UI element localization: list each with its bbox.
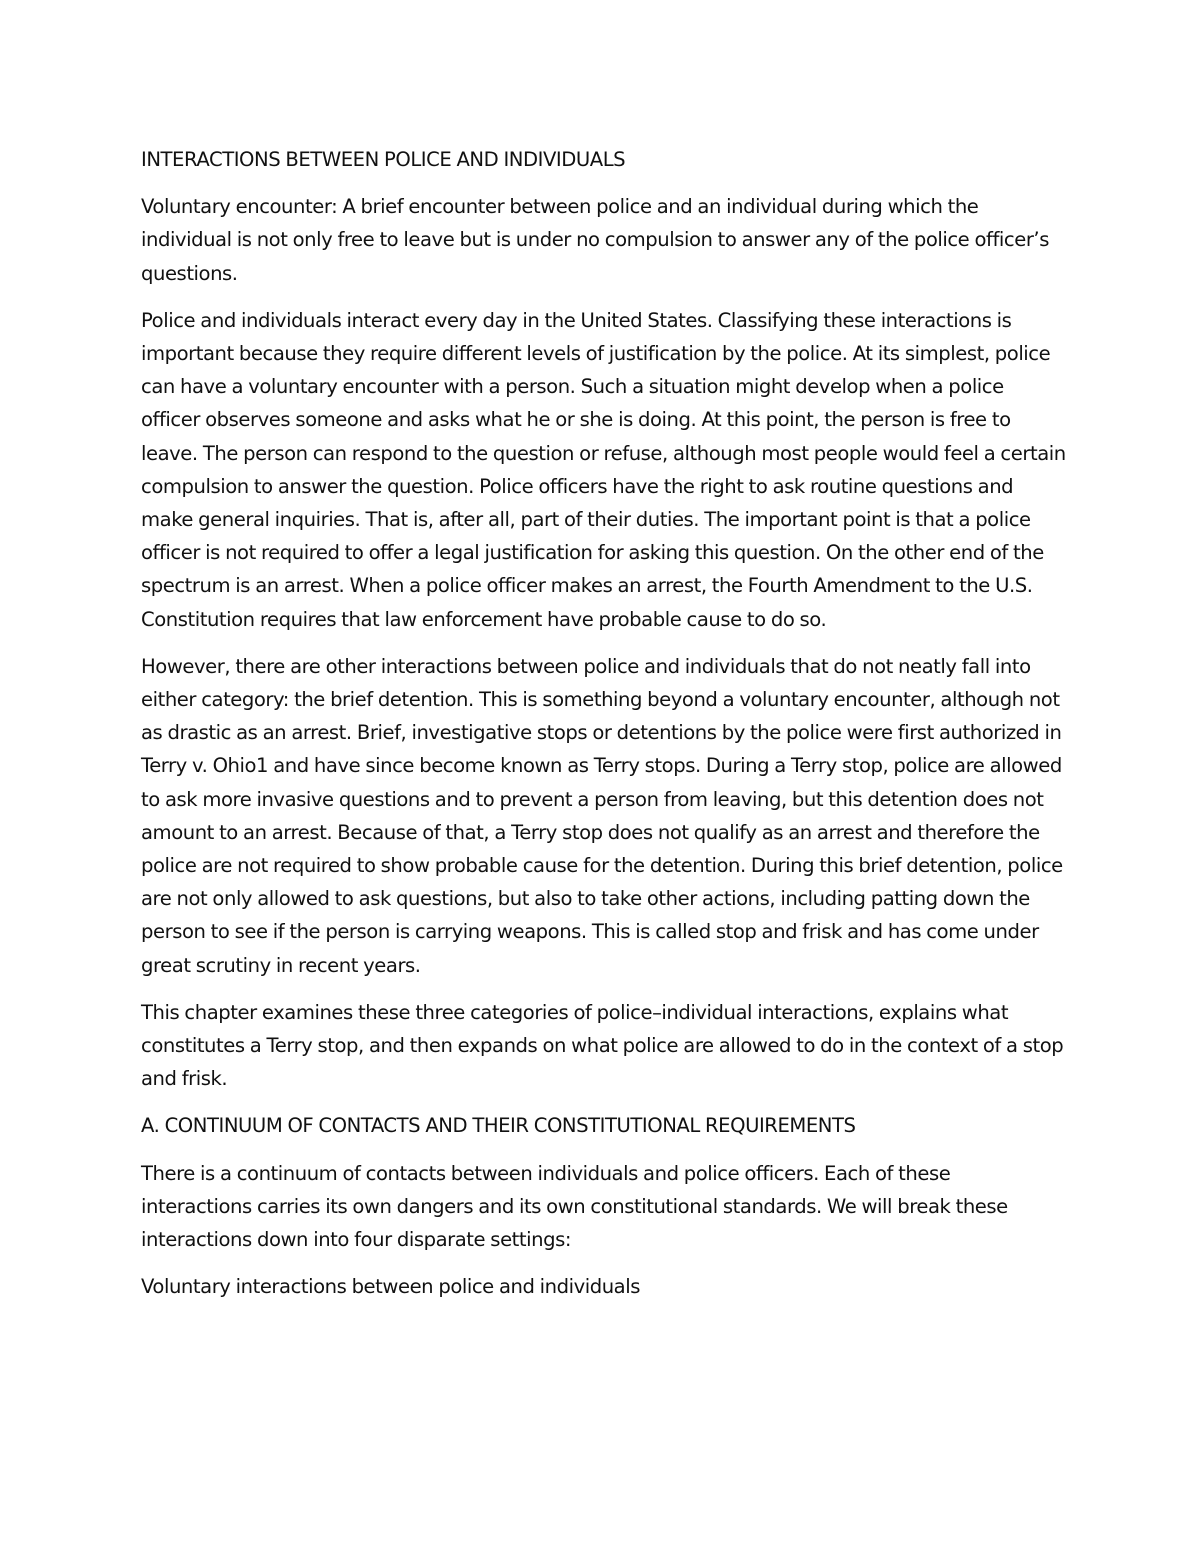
document-body — [141, 143, 1066, 1318]
document-title: INTERACTIONS BETWEEN POLICE AND INDIVIDUALS — [141, 148, 626, 171]
definition-paragraph: Voluntary encounter: A brief encounter between police and an individual during which the individual is not only free to leave but is under no compulsion to answer any of the police officer’s questions. — [141, 195, 1049, 285]
body-paragraph-4: There is a continuum of contacts between individuals and police officers. Each of these interactions carries its own dangers and its own constitutional standards. We will break these interactions down into four disparate settings: — [141, 1161, 1008, 1252]
body-paragraph-3: This chapter examines these three categories of police–individual interactions, explains what constitutes a Terry stop, and then expands on what police are allowed to do in the context of a stop and frisk. — [141, 1000, 1064, 1091]
body-paragraph-2: However, there are other interactions between police and individuals that do not neatly fall into either category: the brief detention. This is something beyond a voluntary encounter, although not as drastic as an arrest. Brief, investigative stops or detentions by the police were first authorized in Terry v. Ohio1 and have since become known as Terry stops. During a Terry stop, police are allowed to ask more invasive questions and to prevent a person from leaving, but this detention does not amount to an arrest. Because of that, a Terry stop does not qualify as an arrest and therefore the police are not required to show probable cause for the detention. During this brief detention, police are not only allowed to ask questions, but also to take other actions, including patting down the person to see if the person is carrying weapons. This is called stop and frisk and has come under great scrutiny in recent years. — [141, 654, 1063, 977]
section-heading: A. CONTINUUM OF CONTACTS AND THEIR CONSTITUTIONAL REQUIREMENTS — [141, 1114, 856, 1138]
body-paragraph-1: Police and individuals interact every day in the United States. Classifying these interactions is important because they require different levels of justification by the police. At its simplest, police can have a voluntary encounter with a person. Such a situation might develop when a police officer observes someone and asks what he or she is doing. At this point, the person is free to leave. The person can respond to the question or refuse, although most people would feel a certain compulsion to answer the question. Police officers have the right to ask routine questions and make general inquiries. That is, after all, part of their duties. The important point is that a police officer is not required to offer a legal justification for asking this question. On the other end of the spectrum is an arrest. When a police officer makes an arrest, the Fourth Amendment to the U.S. Constitution requires that law enforcement have probable cause to do so. — [141, 308, 1066, 631]
body-paragraph-5: Voluntary interactions between police and individuals — [141, 1275, 640, 1299]
